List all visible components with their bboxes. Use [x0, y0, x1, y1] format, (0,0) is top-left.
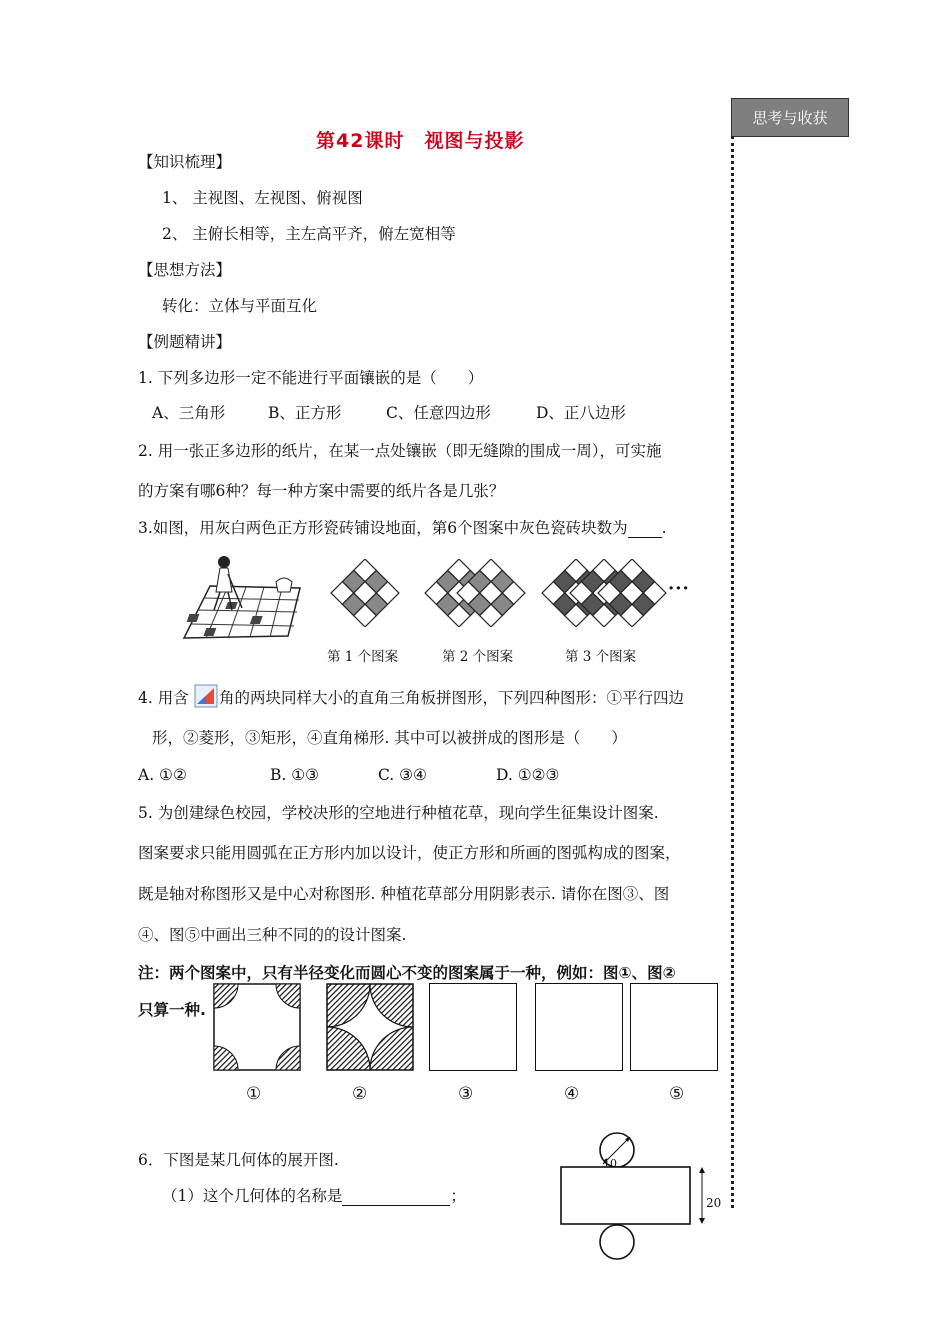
net-diameter-label: 10: [603, 1157, 617, 1170]
q6-sub-1-text: （1）这个几何体的名称是: [162, 1187, 343, 1205]
design-figure-4[interactable]: [535, 983, 623, 1071]
design-figure-5[interactable]: [630, 983, 718, 1071]
q1-option-a: A、三角形: [152, 404, 226, 422]
q4-option-b: B. ①③: [270, 766, 320, 784]
net-height-label: 20: [706, 1196, 722, 1210]
section-knowledge: 【知识梳理】: [138, 153, 232, 171]
pattern-caption-3: 第 3 个图案: [565, 649, 637, 665]
q3-answer-blank: [628, 521, 662, 538]
figure-label-4: ④: [564, 1084, 580, 1104]
figure-label-5: ⑤: [669, 1084, 685, 1104]
angle-image-icon: [194, 684, 218, 708]
q5-line-3: 既是轴对称图形又是中心对称图形. 种植花草部分用阴影表示. 请你在图③、图: [138, 885, 670, 903]
q6-stem: 6．下图是某几何体的展开图.: [138, 1151, 339, 1169]
design-figure-3[interactable]: [429, 983, 517, 1071]
design-figure-1: [213, 983, 301, 1071]
q1-option-d: D、正八边形: [536, 404, 626, 422]
method-item-1: 转化：立体与平面互化: [162, 297, 318, 315]
knowledge-item-1: 1、 主视图、左视图、俯视图: [162, 189, 363, 207]
q3-stem-text: 3.如图，用灰白两色正方形瓷砖铺设地面，第6个图案中灰色瓷砖块数为: [138, 519, 628, 537]
q6-sub-1-end: ；: [450, 1187, 466, 1205]
figure-label-2: ②: [352, 1084, 368, 1104]
sidebar-divider: [731, 136, 734, 1208]
tile-worker-illustration: [176, 552, 302, 642]
page-title: 第42课时 视图与投影: [316, 130, 525, 152]
q4-option-a: A. ①②: [138, 766, 187, 784]
section-method: 【思想方法】: [138, 261, 232, 279]
pattern-ellipsis: ···: [668, 578, 690, 599]
design-figure-2: [326, 983, 414, 1071]
q4-line-2: 形，②菱形，③矩形，④直角梯形. 其中可以被拼成的图形是（ ）: [152, 729, 627, 747]
tile-pattern-1: [318, 559, 412, 627]
q1-option-c: C、任意四边形: [386, 404, 491, 422]
q3-stem: [138, 518, 667, 538]
sidebar-label: 思考与收获: [731, 98, 849, 137]
q4-line-1a: 4. 用含: [138, 689, 189, 707]
tile-pattern-3: [537, 559, 671, 627]
q2-line-2: 的方案有哪6种？每一种方案中需要的纸片各是几张？: [138, 482, 505, 500]
pattern-caption-1: 第 1 个图案: [327, 649, 399, 665]
tile-pattern-2: [420, 559, 530, 627]
q5-line-4: ④、图⑤中画出三种不同的的设计图案.: [138, 926, 407, 944]
q6-answer-blank[interactable]: [342, 1189, 450, 1206]
figure-label-1: ①: [246, 1084, 262, 1104]
knowledge-item-2: 2、 主俯长相等，主左高平齐，俯左宽相等: [162, 225, 456, 243]
pattern-caption-2: 第 2 个图案: [442, 649, 514, 665]
q1-option-b: B、正方形: [268, 404, 342, 422]
q5-note-2: 只算一种.: [138, 1001, 206, 1019]
q3-stem-end: .: [661, 519, 667, 537]
q5-line-2: 图案要求只能用圆弧在正方形内加以设计，使正方形和所画的图弧构成的图案，: [138, 844, 681, 862]
q2-line-1: 2. 用一张正多边形的纸片，在某一点处镶嵌（即无缝隙的围成一周），可实施: [138, 442, 662, 460]
q4-option-c: C. ③④: [378, 766, 427, 784]
q1-stem: 1. 下列多边形一定不能进行平面镶嵌的是（ ）: [138, 369, 484, 387]
cylinder-net-figure: [556, 1128, 726, 1263]
section-examples: 【例题精讲】: [138, 333, 232, 351]
q4-line-1b: 角的两块同样大小的直角三角板拼图形，下列四种图形：①平行四边: [219, 689, 685, 707]
figure-label-3: ③: [458, 1084, 474, 1104]
q5-line-1: 5. 为创建绿色校园，学校决形的空地进行种植花草，现向学生征集设计图案.: [138, 804, 659, 822]
q6-sub-1: [162, 1186, 466, 1206]
q4-option-d: D. ①②③: [496, 766, 560, 784]
q5-note-1: 注：两个图案中，只有半径变化而圆心不变的图案属于一种，例如：图①、图②: [138, 964, 676, 982]
